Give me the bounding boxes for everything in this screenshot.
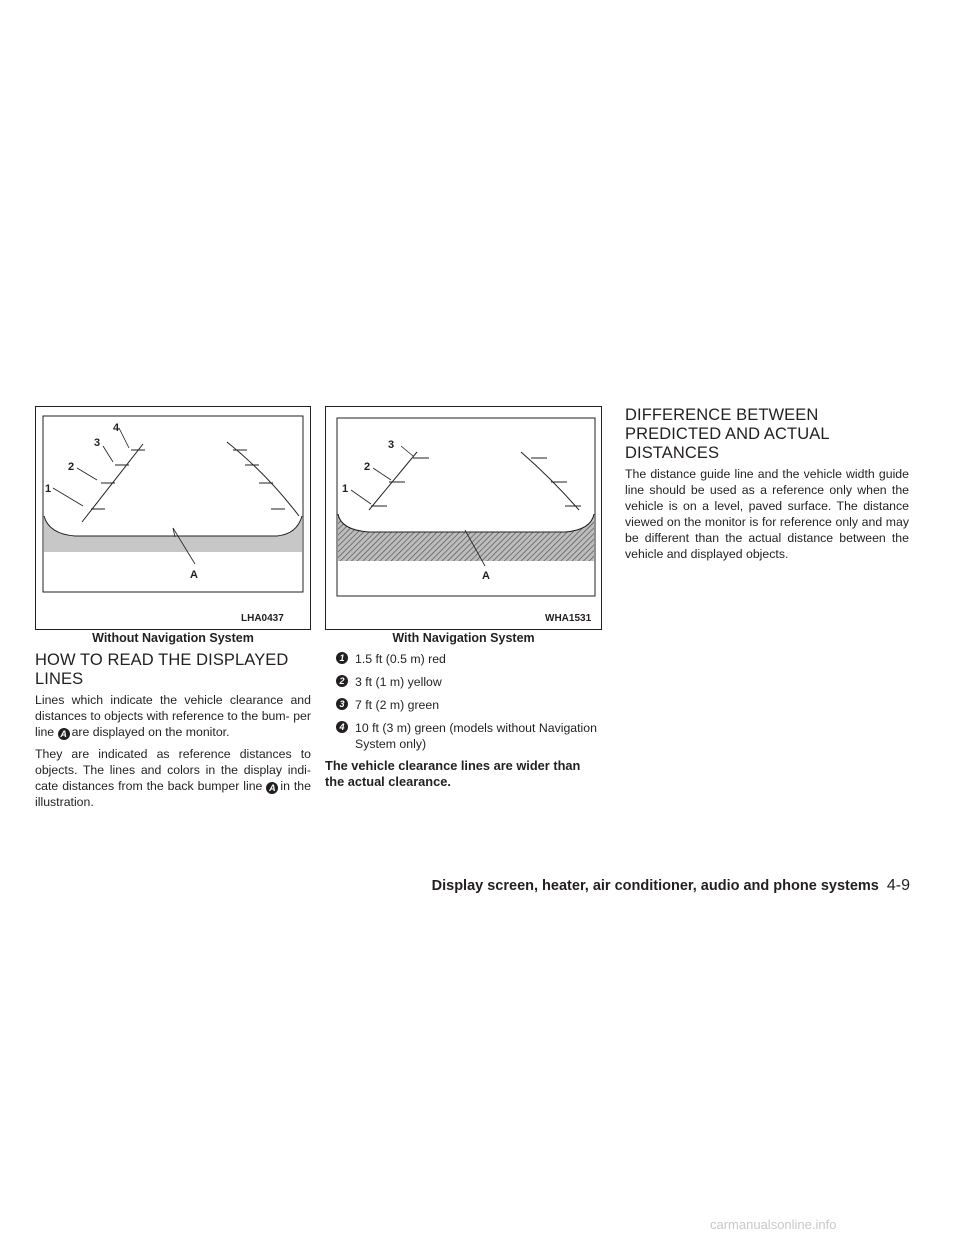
legend-item <box>336 651 604 667</box>
figure-without-navigation <box>35 406 311 630</box>
callout-a-badge: A <box>266 782 278 794</box>
page-number: 4-9 <box>886 877 910 894</box>
figure2-code: WHA1531 <box>545 613 592 624</box>
rear-camera-illustration-2 <box>325 406 602 630</box>
legend-number-badge: 2 <box>336 675 348 687</box>
figure-with-navigation <box>325 406 602 630</box>
clearance-note: The vehicle clearance lines are wider than the actual clearance. <box>325 758 581 789</box>
figure2-label-2: 2 <box>364 461 371 473</box>
section-heading-how-to-read: HOW TO READ THE DISPLAYED LINES <box>35 651 289 688</box>
figure2-label-a: A <box>482 570 490 582</box>
figure2-label-1: 1 <box>342 483 349 495</box>
legend-number-badge: 4 <box>336 721 348 733</box>
legend-item <box>336 674 604 690</box>
section1-p2-text-b: in the illustration. <box>35 779 311 809</box>
section-heading-difference: DIFFERENCE BETWEEN PREDICTED AND ACTUAL DISTANCES <box>625 406 830 462</box>
figure1-label-3: 3 <box>94 437 101 449</box>
section1-paragraph-1 <box>35 692 311 740</box>
section1-p2-text-a: They are indicated as reference distances to objects. The lines and colors in the display indi- cate distances from the back bumper line <box>35 747 311 793</box>
footer-section-name: Display screen, heater, air conditioner, audio and phone systems <box>431 878 879 894</box>
rear-camera-illustration-1 <box>35 406 311 630</box>
watermark: carmanualsonline.info <box>710 1217 837 1232</box>
figure2-caption: With Navigation System <box>392 631 535 645</box>
page-footer <box>420 877 910 895</box>
callout-a-badge: A <box>58 728 70 740</box>
figure1-code: LHA0437 <box>241 613 284 624</box>
figure1-label-2: 2 <box>68 461 75 473</box>
legend-text: 10 ft (3 m) green (models without Navigation System only) <box>355 721 597 751</box>
legend-item <box>336 697 604 713</box>
legend-text: 7 ft (2 m) green <box>355 698 440 712</box>
section1-p1-text-a: Lines which indicate the vehicle clearance and distances to objects with reference to the bum- per line <box>35 693 311 739</box>
section1-paragraph-2 <box>35 746 311 810</box>
figure1-caption: Without Navigation System <box>92 631 254 645</box>
figure2-label-3: 3 <box>388 439 395 451</box>
legend-text: 1.5 ft (0.5 m) red <box>355 652 446 666</box>
section1-p1-text-b: are displayed on the monitor. <box>71 725 230 739</box>
figure1-label-a: A <box>190 569 198 581</box>
legend-item <box>336 720 604 752</box>
distance-legend-list <box>336 651 604 759</box>
legend-number-badge: 3 <box>336 698 348 710</box>
figure1-label-1: 1 <box>45 483 52 495</box>
section2-paragraph: The distance guide line and the vehicle width guide line should be used as a reference only when the vehicle is on a level, paved surface. The distance viewed on the monitor is for reference only and may be different than the actual distance between the vehicle and displayed objects. <box>625 467 909 561</box>
legend-number-badge: 1 <box>336 652 348 664</box>
legend-text: 3 ft (1 m) yellow <box>355 675 442 689</box>
figure1-label-4: 4 <box>113 422 120 434</box>
